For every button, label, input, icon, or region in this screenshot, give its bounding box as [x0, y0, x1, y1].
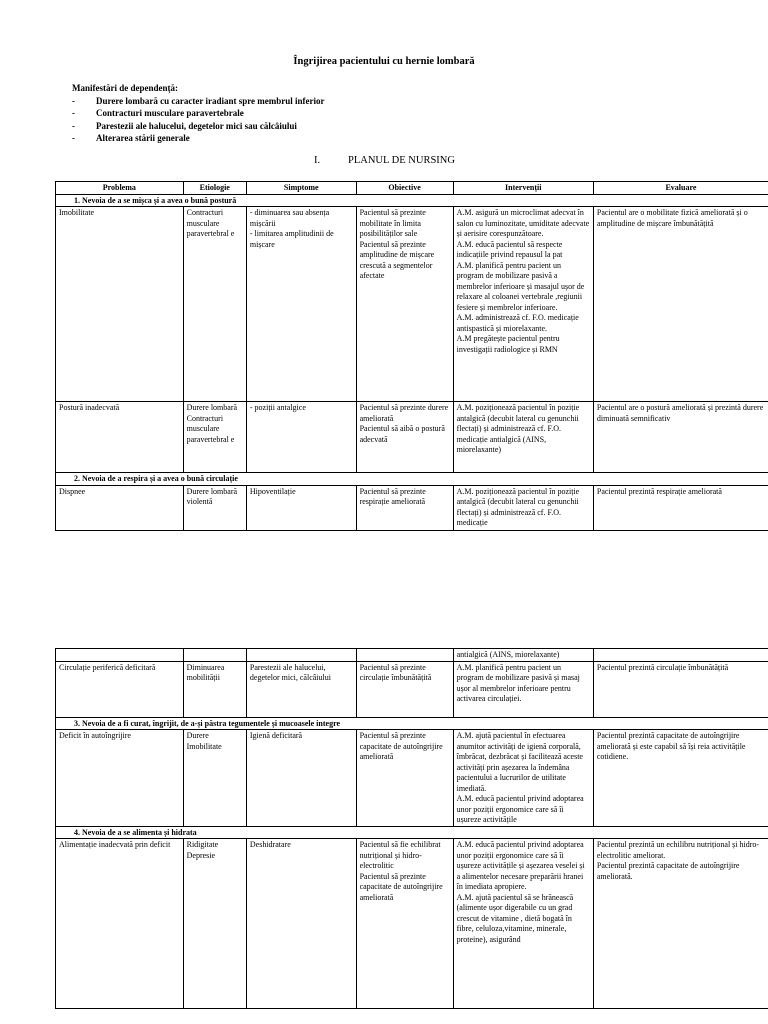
cell-text-line: - diminuarea sau absența mișcării [249, 208, 330, 228]
cell-etiologie [183, 730, 246, 827]
cell-text-line: Igienă deficitară [249, 731, 303, 740]
cell-problema [56, 661, 184, 717]
section-title: PLANUL DE NURSING [348, 155, 455, 166]
cell-text-line: Ridigitate [186, 840, 219, 849]
cell-simptome [246, 207, 356, 402]
cell-text-line: A.M. poziționează pacientul în poziție antalgică (decubit lateral cu genunchii flectați) și administrează cf. F.O. medicație antialgică (AINS, miorelaxante) [456, 403, 580, 454]
cell-interventii [453, 402, 593, 473]
cell-text-line: A.M. ajută pacientul să se hrănească (alimente ușor digerabile cu un grad crescut de vitamine , dietă bogată în fibre, celuloza,vitamine, minerale, proteine), asigurând [456, 892, 574, 944]
cell-text-line: Imobilitate [186, 741, 222, 751]
cell-simptome [246, 839, 356, 1009]
cell-text-line: Pacientul să prezinte mobilitate în limita posibilităților sale [359, 208, 426, 238]
cell-simptome [246, 661, 356, 717]
section-row [56, 473, 768, 486]
cell-simptome [246, 730, 356, 827]
cell-text-line: - poziții antalgice [249, 403, 306, 412]
cell-obiective [356, 839, 453, 1009]
cell-text-line: Parestezii ale halucelui, degetelor mici, călcâiului [249, 662, 331, 682]
cell-text-line: Hipoventilație [249, 486, 296, 496]
cell-text-line: A.M. educă pacientul să respecte indicațiile privind repausul la pat [456, 239, 563, 259]
nursing-plan-table-continued [55, 648, 768, 1009]
cell-text-line: Pacientul prezintă capacitate de autoîngrijire ameliorată. [596, 861, 740, 881]
cell-text-line: Pacientul să fie echilibrat nutrițional și hidro-electrolitic [359, 840, 441, 870]
cell-problema [56, 839, 184, 1009]
cell-text-line: Pacientul prezintă respirație ameliorată [596, 486, 722, 496]
cell-text-line: Durere lombară [186, 403, 238, 412]
dependency-block [72, 82, 325, 145]
cell-obiective [356, 207, 453, 402]
cell-text-line: A.M pregătește pacientul pentru investigații radiologice și RMN [456, 334, 560, 354]
cell-text-line: Pacientul are o mobilitate fizică ameliorată și o amplitudine de mișcare îmbunătățită [596, 208, 748, 228]
cell-interventii [453, 661, 593, 717]
cell-obiective [356, 730, 453, 827]
section-label: 1. Nevoia de a se mișca și a avea o bună postură [56, 194, 768, 207]
cell-text-line: Pacientul prezintă circulație îmbunătățită [596, 662, 729, 672]
cell-text-line: Durere [186, 731, 209, 740]
cell-text-line: A.M. ajută pacientul în efectuarea anumitor activități de igienă corporală, îmbrăcat, dezbrăcat și facilitează aceste activități prin așezarea la îndemâna pacientului a lucrurilor de utilitate imediată. [456, 731, 583, 793]
cell-interventii [453, 207, 593, 402]
dependency-item: - Contracturi musculare paravertebrale [72, 108, 244, 118]
cell-interventii [453, 485, 593, 530]
cell-problema [56, 402, 184, 473]
header-simptome: Simptome [246, 182, 356, 195]
cell-evaluare [593, 402, 768, 473]
cell-text-line: Pacientul să aibă o postură adecvată [359, 424, 445, 444]
cell-text-line: A.M. planifică pentru pacient un program de mobilizare pasivă și masaj ușor al membrelor inferioare pentru activarea circulației. [456, 662, 580, 703]
cell-simptome [246, 402, 356, 473]
cell-text-line: Imobilitate [59, 208, 95, 217]
cell-etiologie [183, 839, 246, 1009]
table-row [56, 207, 768, 402]
cell-evaluare [593, 485, 768, 530]
cell-text-line: Dispnee [59, 486, 86, 496]
cell-text-line: A.M. asigură un microclimat adecvat în salon cu luminozitate, umiditate adecvate și aerisire corespunzătoare. [456, 208, 590, 238]
cell-text-line: Pacientul să prezinte respirație ameliorată [359, 486, 426, 506]
cell-text-line: Deficit în autoîngrijire [59, 731, 131, 740]
cell-etiologie [183, 402, 246, 473]
cell-obiective [356, 485, 453, 530]
section-row [56, 717, 768, 730]
cell-text-line: Contracturi musculare paravertebral e [186, 208, 235, 238]
cell-text-line: A.M. poziționează pacientul în poziție antalgică (decubit lateral cu genunchii flectați) și administrează cf. F.O. medicație [456, 486, 580, 527]
cell-text-line: Pacientul să prezinte durere ameliorată [359, 403, 449, 423]
cell-etiologie [183, 485, 246, 530]
table-row [56, 485, 768, 530]
table-row [56, 730, 768, 827]
cell-problema [56, 730, 184, 827]
cell-text-line: Depresie [186, 850, 216, 860]
cell-simptome [246, 485, 356, 530]
section-row [56, 194, 768, 207]
dependency-item: - Alterarea stării generale [72, 133, 190, 143]
cell-text-line: Alimentație inadecvată prin deficit [59, 840, 171, 849]
section-heading [314, 155, 455, 166]
cell-evaluare [593, 207, 768, 402]
header-interventii: Intervenții [453, 182, 593, 195]
table-header-row [56, 182, 768, 195]
header-evaluare: Evaluare [593, 182, 768, 195]
cell-text-line: Pacientul să prezinte capacitate de autoîngrijire ameliorată [359, 871, 443, 902]
section-label: 3. Nevoia de a fi curat, îngrijit, de a-și păstra tegumentele și mucoasele integre [56, 717, 768, 730]
table-row [56, 402, 768, 473]
table-row [56, 839, 768, 1009]
cell-problema [56, 207, 184, 402]
cell-text-line: Diminuarea mobilității [186, 662, 225, 682]
cell-text-line: Pacientul prezintă un echilibru nutrițional și hidro-electrolitic ameliorat. [596, 840, 760, 860]
cell-text-line: Pacientul are o postură ameliorată și prezintă durere diminuată semnificativ [596, 403, 764, 423]
cell-text-line: - limitarea amplitudinii de mișcare [249, 229, 334, 249]
header-etiologie: Etiologie [183, 182, 246, 195]
dependency-item: - Durere lombară cu caracter iradiant spre membrul inferior [72, 95, 325, 106]
cell-etiologie [183, 661, 246, 717]
cell-evaluare [593, 839, 768, 1009]
section-label: 2. Nevoia de a respira și a avea o bună circulație [56, 473, 768, 486]
header-problema: Problema [56, 182, 184, 195]
dependency-item: - Parestezii ale halucelui, degetelor mici sau călcâiului [72, 120, 297, 131]
section-label: 4. Nevoia de a se alimenta și hidrata [56, 826, 768, 839]
nursing-plan-table [55, 181, 768, 531]
table-row [56, 661, 768, 717]
cell-text-line: Contracturi musculare paravertebral e [186, 413, 235, 444]
cell-etiologie [183, 207, 246, 402]
cell-text-line: A.M. educă pacientul privind adoptarea unor poziții ergonomice care să îi ușureze activitățile [456, 794, 584, 824]
cell-text-line: Deshidratare [249, 840, 291, 849]
cell-text-line: Pacientul să prezinte circulație îmbunătățită [359, 662, 432, 682]
section-row [56, 826, 768, 839]
table-row-continued [56, 649, 768, 662]
cell-problema [56, 485, 184, 530]
document-title: Îngrijirea pacientului cu hernie lombară [293, 56, 475, 67]
section-number: I. [314, 155, 321, 166]
cell-text-line: Pacientul prezintă capacitate de autoîngrijire ameliorată și este capabil să își reia activitățile cotidiene. [596, 731, 746, 761]
cell-evaluare [593, 730, 768, 827]
cell-interventii [453, 839, 593, 1009]
cell-text-line: Durere lombară violentă [186, 486, 238, 506]
cell-text-line: Postură inadecvată [59, 403, 120, 412]
cell-interventii: antialgică (AINS, miorelaxante) [453, 649, 593, 662]
cell-text-line: A.M. educă pacientul privind adoptarea unor poziții ergonomice care să îi ușureze activitățile și așezarea veselei și a alimentelor necesare preparării hranei în imediata apropiere. [456, 840, 585, 891]
cell-text-line: Circulație periferică deficitară [59, 662, 156, 672]
cell-obiective [356, 661, 453, 717]
dependency-heading: Manifestări de dependență: [72, 83, 178, 93]
cell-evaluare [593, 661, 768, 717]
cell-interventii [453, 730, 593, 827]
cell-text-line: A.M. administrează cf. F.O. medicație antispastică și miorelaxante. [456, 313, 579, 333]
header-obiective: Obiective [356, 182, 453, 195]
cell-text-line: Pacientul să prezinte amplitudine de mișcare crescută a segmentelor afectate [359, 239, 435, 280]
cell-text-line: Pacientul să prezinte capacitate de autoîngrijire ameliorată [359, 731, 443, 761]
cell-obiective [356, 402, 453, 473]
cell-text-line: A.M. planifică pentru pacient un program de mobilizare pasivă a membrelor inferioare și masajul ușor de relaxare al coloanei vertebrale ,regiunii fesiere și membrelor inferioare. [456, 260, 585, 312]
